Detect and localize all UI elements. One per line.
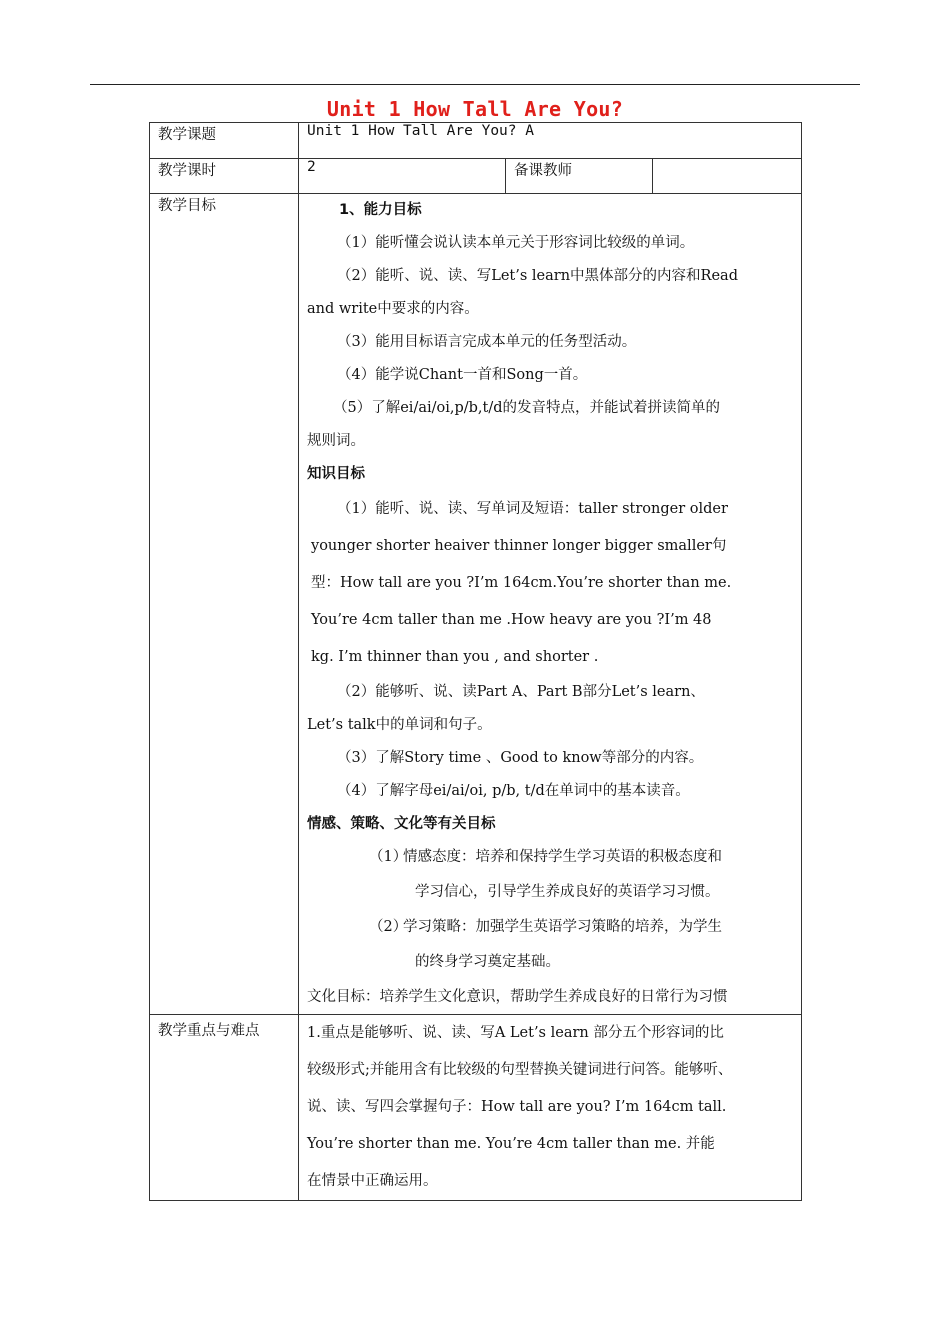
ability-item: （3）能用目标语言完成本单元的任务型活动。: [337, 334, 637, 350]
emotion-item-number: （2）: [369, 919, 408, 935]
knowledge-item: 型：How tall are you ?I’m 164cm.You’re shorter than me.: [311, 575, 732, 591]
header-rule: [90, 84, 860, 85]
emotion-item-text: 情感态度：培养和保持学生学习英语的积极态度和: [403, 849, 722, 865]
key-points-row: [150, 1015, 802, 1201]
key-points-line: 说、读、写四会掌握句子：How tall are you? I’m 164cm tall.: [307, 1099, 727, 1115]
teacher-label: 备课教师: [506, 159, 653, 194]
ability-item: 规则词。: [307, 433, 365, 449]
document-title: Unit 1 How Tall Are You?: [326, 97, 624, 121]
knowledge-item: （2）能够听、说、读Part A、Part B部分Let’s learn、: [337, 684, 705, 700]
key-points-line: 在情景中正确运用。: [307, 1173, 438, 1189]
ability-item: （2）能听、说、读、写Let’s learn中黑体部分的内容和Read: [337, 268, 738, 284]
key-points-line: 1.重点是能够听、说、读、写A Let’s learn 部分五个形容词的比: [307, 1025, 724, 1041]
ability-item: （1）能听懂会说认读本单元关于形容词比较级的单词。: [337, 235, 695, 251]
emotion-item-text: 学习策略：加强学生英语学习策略的培养，为学生: [403, 919, 722, 935]
knowledge-item: （1）能听、说、读、写单词及短语：taller stronger older: [337, 501, 728, 517]
key-points-label: 教学重点与难点: [150, 1015, 299, 1201]
ability-heading: 1、能力目标: [339, 202, 422, 218]
emotion-item: [307, 911, 793, 944]
objectives-content: [299, 194, 802, 1015]
key-points-content: [299, 1015, 802, 1201]
topic-label: 教学课题: [150, 123, 299, 159]
objectives-row: [150, 194, 802, 1015]
knowledge-item: Let’s talk中的单词和句子。: [307, 717, 492, 733]
topic-value: Unit 1 How Tall Are You? A: [299, 123, 802, 159]
knowledge-item: （3）了解Story time 、Good to know等部分的内容。: [337, 750, 704, 766]
emotion-item-text: 的终身学习奠定基础。: [415, 954, 560, 970]
hours-value: 2: [299, 159, 506, 194]
culture-objective: 文化目标：培养学生文化意识，帮助学生养成良好的日常行为习惯: [307, 989, 728, 1005]
objectives-label: 教学目标: [150, 194, 299, 1015]
knowledge-item: （4）了解字母ei/ai/oi, p/b, t/d在单词中的基本读音。: [337, 783, 690, 799]
hours-label: 教学课时: [150, 159, 299, 194]
emotion-item-number: （1）: [369, 849, 408, 865]
knowledge-item: kg. I’m thinner than you , and shorter .: [311, 649, 599, 665]
key-points-line: 较级形式;并能用含有比较级的句型替换关键词进行问答。能够听、: [307, 1062, 733, 1078]
hours-row: [150, 159, 802, 194]
lesson-plan-table: [149, 122, 802, 1201]
topic-row: [150, 123, 802, 159]
knowledge-item: younger shorter heaiver thinner longer bigger smaller句: [311, 538, 727, 554]
knowledge-item: You’re 4cm taller than me .How heavy are you ?I’m 48: [311, 612, 712, 628]
ability-item: （5）了解ei/ai/oi,p/b,t/d的发音特点，并能试着拼读简单的: [333, 400, 721, 416]
ability-item: （4）能学说Chant一首和Song一首。: [337, 367, 588, 383]
emotion-item-text: 学习信心，引导学生养成良好的英语学习习惯。: [415, 884, 720, 900]
knowledge-heading: 知识目标: [307, 466, 365, 482]
teacher-value: [653, 159, 802, 194]
key-points-line: You’re shorter than me. You’re 4cm taller than me. 并能: [307, 1136, 715, 1152]
emotion-item: [307, 841, 793, 874]
emotion-heading: 情感、策略、文化等有关目标: [307, 816, 496, 832]
ability-item: and write中要求的内容。: [307, 301, 479, 317]
